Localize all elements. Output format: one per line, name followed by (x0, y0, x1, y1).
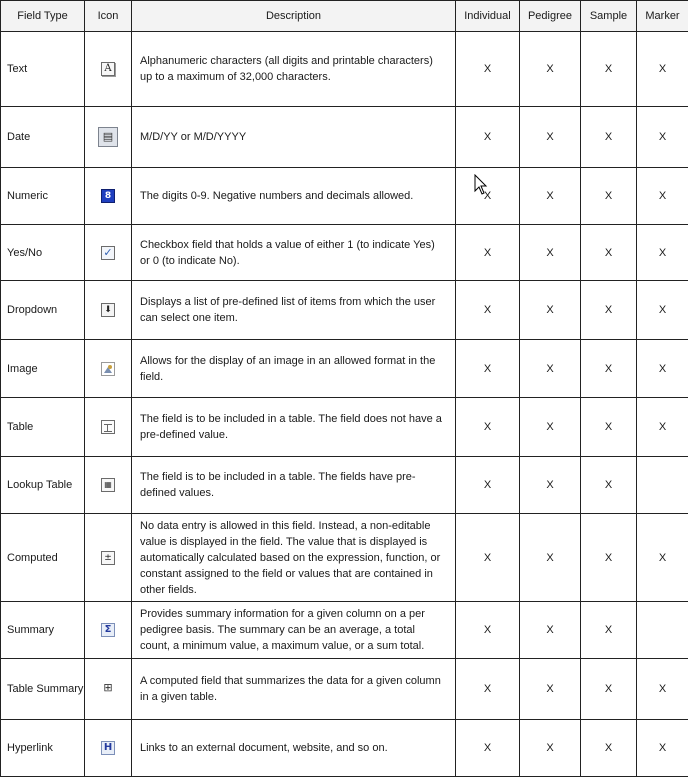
marker-cell: X (637, 514, 688, 602)
table-row (1, 168, 688, 225)
header-icon: Icon (85, 1, 132, 32)
icon-cell (85, 107, 132, 168)
computed-field-icon: ± (101, 551, 115, 565)
sample-cell: X (581, 340, 637, 398)
description-cell: M/D/YY or M/D/YYYY (132, 107, 456, 168)
header-individual: Individual (456, 1, 520, 32)
icon-cell (85, 340, 132, 398)
numeric-field-icon: 8 (101, 189, 115, 203)
description-cell: Checkbox field that holds a value of either 1 (to indicate Yes) or 0 (to indicate No). (132, 225, 456, 281)
pedigree-cell: X (520, 602, 581, 659)
individual-cell: X (456, 281, 520, 340)
individual-cell: X (456, 514, 520, 602)
field-type-cell: Yes/No (1, 225, 85, 281)
marker-cell: X (637, 720, 688, 777)
field-type-cell: Image (1, 340, 85, 398)
description-cell: A computed field that summarizes the data for a given column in a given table. (132, 659, 456, 720)
field-type-cell: Date (1, 107, 85, 168)
pedigree-cell: X (520, 514, 581, 602)
header-description: Description (132, 1, 456, 32)
sample-cell: X (581, 398, 637, 457)
marker-cell: X (637, 340, 688, 398)
icon-cell (85, 281, 132, 340)
checkbox-field-icon: ✓ (101, 246, 115, 260)
table-row (1, 720, 688, 777)
individual-cell: X (456, 340, 520, 398)
sample-cell: X (581, 659, 637, 720)
description-cell: The field is to be included in a table. The field does not have a pre-defined value. (132, 398, 456, 457)
icon-cell (85, 32, 132, 107)
individual-cell: X (456, 168, 520, 225)
header-field-type: Field Type (1, 1, 85, 32)
table-summary-field-icon: ⊞ (101, 682, 115, 696)
mouse-cursor-icon (474, 174, 488, 196)
field-type-cell: Table (1, 398, 85, 457)
image-field-icon (101, 362, 115, 376)
description-cell: No data entry is allowed in this field. Instead, a non-editable value is displayed in the field. The value that is displayed is automatically calculated based on the expression, function, or constant assigned to the field or values that are contained in other fields. (132, 514, 456, 602)
individual-cell: X (456, 32, 520, 107)
marker-cell: X (637, 107, 688, 168)
field-type-cell: Text (1, 32, 85, 107)
icon-cell (85, 168, 132, 225)
table-row (1, 602, 688, 659)
pedigree-cell: X (520, 457, 581, 514)
pedigree-cell: X (520, 720, 581, 777)
description-cell: Links to an external document, website, and so on. (132, 720, 456, 777)
pedigree-cell: X (520, 398, 581, 457)
date-field-icon: ▤ (98, 127, 118, 147)
sample-cell: X (581, 281, 637, 340)
description-cell: The field is to be included in a table. The fields have pre-defined values. (132, 457, 456, 514)
sample-cell: X (581, 225, 637, 281)
individual-cell: X (456, 659, 520, 720)
description-cell: Alphanumeric characters (all digits and printable characters) up to a maximum of 32,000 characters. (132, 32, 456, 107)
individual-cell: X (456, 398, 520, 457)
pedigree-cell: X (520, 281, 581, 340)
individual-cell: X (456, 602, 520, 659)
field-type-cell: Dropdown (1, 281, 85, 340)
icon-cell (85, 602, 132, 659)
sample-cell: X (581, 107, 637, 168)
field-type-cell: Computed (1, 514, 85, 602)
field-type-cell: Summary (1, 602, 85, 659)
marker-cell: X (637, 225, 688, 281)
description-cell: Provides summary information for a given column on a per pedigree basis. The summary can be an average, a total count, a minimum value, a maximum value, or a sum total. (132, 602, 456, 659)
sample-cell: X (581, 514, 637, 602)
pedigree-cell: X (520, 32, 581, 107)
individual-cell: X (456, 457, 520, 514)
header-marker: Marker (637, 1, 688, 32)
sample-cell: X (581, 720, 637, 777)
marker-cell: X (637, 398, 688, 457)
pedigree-cell: X (520, 225, 581, 281)
text-field-icon: A (101, 62, 115, 76)
pedigree-cell: X (520, 340, 581, 398)
pedigree-cell: X (520, 107, 581, 168)
description-cell: Displays a list of pre-defined list of items from which the user can select one item. (132, 281, 456, 340)
table-row (1, 457, 688, 514)
table-row (1, 398, 688, 457)
table-row (1, 107, 688, 168)
header-row (1, 1, 688, 32)
individual-cell: X (456, 720, 520, 777)
field-type-cell: Numeric (1, 168, 85, 225)
header-sample: Sample (581, 1, 637, 32)
table-row (1, 514, 688, 602)
marker-cell (637, 602, 688, 659)
table-row (1, 340, 688, 398)
marker-cell (637, 457, 688, 514)
field-type-cell: Table Summary (1, 659, 85, 720)
icon-cell (85, 720, 132, 777)
individual-cell: X (456, 107, 520, 168)
summary-field-icon: Σ (101, 623, 115, 637)
table-row (1, 32, 688, 107)
hyperlink-field-icon: H (101, 741, 115, 755)
marker-cell: X (637, 32, 688, 107)
dropdown-field-icon: ⬇ (101, 303, 115, 317)
icon-cell (85, 225, 132, 281)
header-pedigree: Pedigree (520, 1, 581, 32)
icon-cell (85, 514, 132, 602)
table-row (1, 659, 688, 720)
description-cell: Allows for the display of an image in an allowed format in the field. (132, 340, 456, 398)
marker-cell: X (637, 168, 688, 225)
table-row (1, 225, 688, 281)
table-field-icon (101, 420, 115, 434)
sample-cell: X (581, 32, 637, 107)
icon-cell (85, 659, 132, 720)
sample-cell: X (581, 602, 637, 659)
marker-cell: X (637, 281, 688, 340)
field-type-cell: Lookup Table (1, 457, 85, 514)
pedigree-cell: X (520, 168, 581, 225)
sample-cell: X (581, 457, 637, 514)
icon-cell (85, 457, 132, 514)
sample-cell: X (581, 168, 637, 225)
icon-cell (85, 398, 132, 457)
table-row (1, 281, 688, 340)
pedigree-cell: X (520, 659, 581, 720)
marker-cell: X (637, 659, 688, 720)
lookup-table-field-icon: ▦ (101, 478, 115, 492)
description-cell: The digits 0-9. Negative numbers and decimals allowed. (132, 168, 456, 225)
field-type-cell: Hyperlink (1, 720, 85, 777)
individual-cell: X (456, 225, 520, 281)
